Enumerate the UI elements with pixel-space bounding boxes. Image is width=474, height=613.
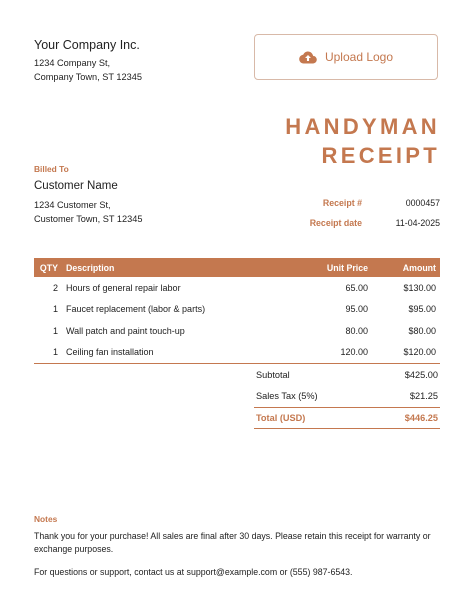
company-address-line2: Company Town, ST 12345 bbox=[34, 72, 142, 82]
row-amount: $80.00 bbox=[408, 325, 436, 336]
notes-text: Thank you for your purchase! All sales are final after 30 days. Please retain this receipt for warranty or exchange purposes. bbox=[34, 531, 431, 554]
row-amount: $120.00 bbox=[372, 342, 440, 364]
row-description: Ceiling fan installation bbox=[62, 342, 292, 364]
row-unit-price: 120.00 bbox=[292, 342, 372, 364]
unit-price-header: Unit Price bbox=[292, 258, 372, 277]
company-address-line1: 1234 Company St, bbox=[34, 58, 111, 68]
qty-header: QTY bbox=[34, 258, 62, 277]
totals-block bbox=[254, 364, 440, 429]
row-unit-price: 80.00 bbox=[345, 325, 368, 336]
description-header: Description bbox=[62, 258, 292, 277]
table-row bbox=[34, 299, 440, 321]
customer-address bbox=[34, 198, 142, 226]
receipt-number-label: Receipt # bbox=[322, 198, 362, 208]
table-row bbox=[34, 320, 440, 342]
total-row bbox=[254, 407, 440, 429]
total-value: $446.25 bbox=[404, 412, 438, 423]
row-qty: 2 bbox=[52, 282, 58, 293]
sales-tax-label: Sales Tax (5%) bbox=[256, 391, 318, 402]
sales-tax-row bbox=[254, 386, 440, 408]
receipt-date-value: 11-04-2025 bbox=[395, 218, 440, 228]
customer-address-line2: Customer Town, ST 12345 bbox=[34, 214, 143, 224]
document-title-line1: HANDYMAN bbox=[285, 114, 440, 139]
subtotal-value: $425.00 bbox=[404, 369, 438, 380]
billed-to-label: Billed To bbox=[34, 164, 69, 174]
row-description: Faucet replacement (labor & parts) bbox=[66, 304, 206, 315]
table-row bbox=[34, 342, 440, 364]
row-amount: $95.00 bbox=[408, 304, 436, 315]
document-title bbox=[285, 112, 440, 170]
row-description: Wall patch and paint touch-up bbox=[66, 325, 185, 336]
upload-logo-button[interactable] bbox=[254, 34, 438, 80]
receipt-meta bbox=[280, 193, 440, 233]
upload-logo-label: Upload Logo bbox=[324, 50, 394, 64]
row-unit-price: 95.00 bbox=[345, 304, 368, 315]
row-amount: $130.00 bbox=[403, 282, 436, 293]
table-header-row bbox=[34, 258, 440, 277]
cloud-upload-icon bbox=[299, 51, 317, 64]
notes-label: Notes bbox=[34, 514, 58, 524]
receipt-date-row bbox=[280, 213, 440, 233]
subtotal-label: Subtotal bbox=[256, 369, 290, 380]
row-description: Hours of general repair labor bbox=[66, 282, 181, 293]
row-qty: 1 bbox=[52, 304, 58, 315]
row-qty: 1 bbox=[52, 325, 58, 336]
subtotal-row bbox=[254, 364, 440, 386]
table-row bbox=[34, 277, 440, 299]
row-qty: 1 bbox=[34, 342, 62, 364]
company-address bbox=[34, 56, 142, 84]
customer-address-line1: 1234 Customer St, bbox=[34, 200, 111, 210]
document-title-line2: RECEIPT bbox=[321, 143, 440, 168]
customer-name: Customer Name bbox=[34, 180, 118, 192]
amount-header: Amount bbox=[372, 258, 440, 277]
company-name: Your Company Inc. bbox=[34, 38, 140, 52]
receipt-date-label: Receipt date bbox=[309, 218, 362, 228]
total-label: Total (USD) bbox=[256, 412, 306, 423]
contact-text: For questions or support, contact us at support@example.com or (555) 987-6543. bbox=[34, 567, 353, 577]
receipt-number-row bbox=[280, 193, 440, 213]
line-items-table bbox=[34, 258, 440, 364]
row-unit-price: 65.00 bbox=[345, 282, 368, 293]
receipt-number-value: 0000457 bbox=[405, 198, 440, 208]
sales-tax-value: $21.25 bbox=[409, 391, 438, 402]
